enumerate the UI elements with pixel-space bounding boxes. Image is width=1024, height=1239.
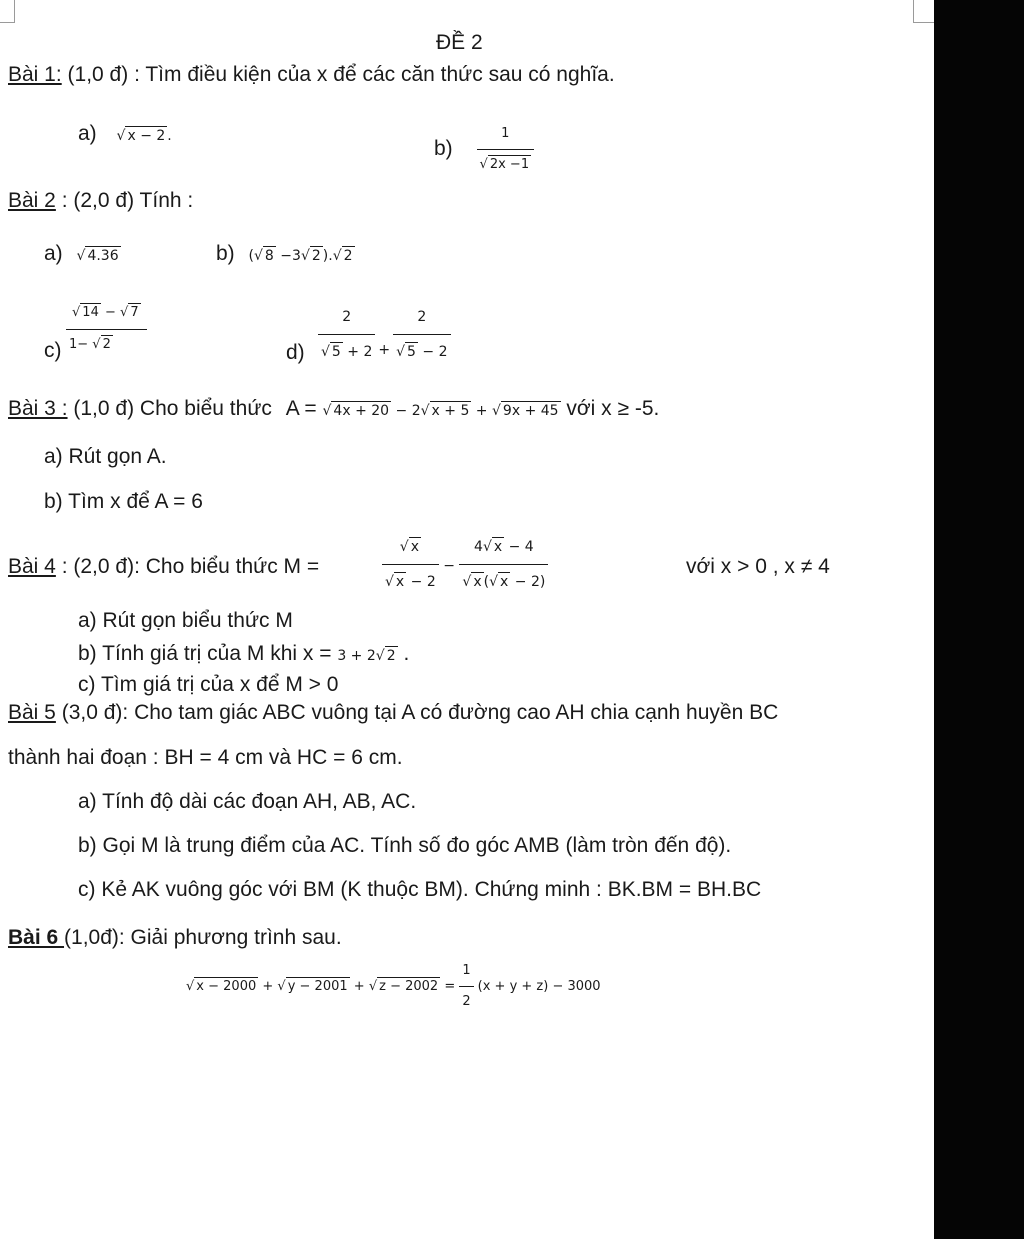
bai2-b-radicand-3: 2 (343, 248, 353, 264)
bai4-f2-num-pre: 4 (474, 539, 483, 555)
bai3-A-eq: A = (285, 397, 323, 420)
bai3-b: b) Tìm x để A = 6 (44, 490, 203, 513)
bai3-minus-2: − 2 (391, 403, 421, 419)
bai1-b (434, 121, 534, 178)
bai3-radicand-2: x + 5 (431, 403, 470, 419)
bai2-c-den-radicand: 2 (102, 337, 111, 352)
bai4-f2-den-tail: − 2) (510, 574, 546, 590)
bai2-d-plus: + (378, 342, 391, 359)
bai6-header (8, 925, 342, 951)
bai2-d (318, 304, 451, 365)
bai6-fraction-denominator: 2 (462, 994, 471, 1009)
bai6-fraction-half (459, 958, 473, 1015)
bai4-fraction-2: $\frac{4√ x - 4}{√ x (√ x - 2)}$ (459, 534, 548, 595)
bai1-b-fraction: $\frac{1}{√ 2x -1}$ (477, 121, 535, 178)
bai2-d-fraction-2: $\frac{2}{√ 5 - 2}$ (393, 304, 450, 365)
bai4-f2-den-open: ( (483, 574, 490, 590)
bai2-text: : (2,0 đ) Tính : (55, 189, 194, 212)
bai6-plus-2: + (349, 978, 369, 994)
bai3-condition: với x ≥ -5. (560, 397, 660, 420)
bai4-fraction-1: $\frac{√ x}{√ x - 2}$ (382, 534, 439, 595)
bai2-d-den-1-radicand: 5 (331, 344, 341, 360)
bai5-text: (3,0 đ): Cho tam giác ABC vuông tại A có đường cao AH chia cạnh huyền BC (55, 701, 779, 724)
dark-border-right (934, 0, 1024, 1239)
bai5-b: b) Gọi M là trung điểm của AC. Tính số đo góc AMB (làm tròn đến độ). (78, 834, 732, 857)
bai2-b-label: b) (216, 242, 235, 265)
bai2-a-radicand: 4.36 (87, 248, 119, 264)
bai3-a: a) Rút gọn A. (44, 445, 167, 468)
bai4-f2-den-radicand-1: x (473, 574, 482, 590)
bai2-b-close: ). (322, 248, 333, 264)
bai2-b-open: ( (248, 248, 254, 264)
bai2-d-den-2-radicand: 5 (407, 344, 416, 360)
bai4-expression (382, 534, 548, 595)
bai2-c-num-minus: − (100, 305, 121, 320)
bai1-label: Bài 1: (8, 63, 62, 86)
bai3-label: Bài 3 : (8, 397, 68, 420)
bai4-label: Bài 4 (8, 555, 56, 578)
bai2-a-label: a) (44, 242, 63, 265)
bai2-c-den-pre: 1− (69, 337, 93, 352)
bai2-d-label: d) (286, 341, 305, 364)
bai2-c-label: c) (44, 339, 62, 362)
bai2-header (8, 188, 193, 214)
bai4-b-value-radicand: 2 (386, 648, 396, 664)
bai4-f1-num-radicand: x (410, 539, 419, 555)
bai2-a: a) √ 4.36 (44, 242, 119, 265)
bai4-f1-den-tail: − 2 (406, 574, 436, 590)
bai4-c: c) Tìm giá trị của x để M > 0 (78, 673, 339, 696)
bai1-text: (1,0 đ) : Tìm điều kiện của x để các căn thức sau có nghĩa. (61, 63, 615, 86)
bai2-b-mid: −3 (275, 248, 301, 264)
exam-title: ĐỀ 2 (436, 31, 483, 54)
bai3-radicand-1: 4x + 20 (333, 403, 390, 419)
bai2-d-fraction-1: $\frac{2}{√ 5 + 2}$ (318, 304, 375, 365)
bai5-line2: thành hai đoạn : BH = 4 cm và HC = 6 cm. (8, 746, 403, 769)
bai3-text: (1,0 đ) Cho biểu thức (67, 397, 278, 420)
bai2-d-num-2: 2 (417, 309, 427, 325)
bai2-d-num-1: 2 (342, 309, 352, 325)
bai1-b-denominator: 2x −1 (489, 157, 530, 172)
bai2-label: Bài 2 (8, 189, 56, 212)
bai2-b-radicand-2: 2 (311, 248, 321, 264)
bai1-a-label: a) (78, 122, 97, 145)
bai2-b: b) (√ 8 −3√ 2 ).√ 2 (216, 242, 353, 265)
bai2-c-num-radicand-1: 14 (82, 305, 99, 320)
bai5-label: Bài 5 (8, 701, 56, 724)
bai6-fraction-numerator: 1 (459, 958, 473, 987)
bai2-d-den-2-tail: − 2 (417, 344, 448, 360)
bai3-plus: + (471, 403, 492, 419)
bai6-text: (1,0đ): Giải phương trình sau. (64, 926, 342, 949)
bai6-label: Bài 6 (8, 926, 65, 949)
bai4-minus: − (438, 558, 460, 575)
bai4-f2-num-radicand: x (493, 539, 503, 555)
bai2-c-fraction: $\frac{√ 14 - √ 7}{1- √ 2}$ (66, 300, 147, 358)
bai1-a-radicand: x − 2 (127, 128, 166, 144)
bai1-b-label: b) (434, 137, 453, 161)
bai4-b-tail: . (397, 642, 410, 665)
bai4-header (8, 554, 319, 580)
bai1-header (8, 62, 615, 88)
bai4-text: : (2,0 đ): Cho biểu thức M = (55, 555, 320, 578)
bai1-b-numerator: 1 (477, 121, 535, 150)
bai4-b-text: b) Tính giá trị của M khi x = (78, 642, 338, 665)
page-corner-mark-left (0, 0, 15, 23)
bai6-radicand-3: z − 2002 (379, 978, 439, 994)
bai6-tail: (x + y + z) − 3000 (477, 978, 601, 994)
bai4-a: a) Rút gọn biểu thức M (78, 609, 293, 632)
bai3-header: Bài 3 : (1,0 đ) Cho biểu thức A = √ 4x + 20 − 2√ x + 5 + √ 9x + 45 với x ≥ -5. (8, 397, 660, 420)
bai4-f1-den-radicand: x (395, 574, 405, 590)
bai4-b: b) Tính giá trị của M khi x = 3 + 2√ 2 . (78, 642, 410, 665)
bai6-equals: = (440, 978, 460, 994)
bai1-a: a) √ x − 2 . (78, 122, 172, 145)
bai2-c (66, 300, 147, 358)
bai4-f2-den-radicand-2: x (500, 574, 509, 590)
bai4-f2-num-tail: − 4 (504, 539, 534, 555)
bai6-radicand-1: x − 2000 (196, 978, 257, 994)
bai6-radicand-2: y − 2001 (287, 978, 348, 994)
bai6-plus-1: + (258, 978, 278, 994)
bai5-c: c) Kẻ AK vuông góc với BM (K thuộc BM). Chứng minh : BK.BM = BH.BC (78, 878, 762, 901)
bai2-c-num-radicand-2: 7 (130, 305, 139, 320)
bai2-b-radicand-1: 8 (264, 248, 274, 264)
bai4-b-value-pre: 3 + 2 (337, 648, 376, 664)
bai5-header (8, 700, 778, 726)
page-corner-mark-right (913, 0, 934, 23)
bai2-d-den-1-tail: + 2 (342, 344, 373, 360)
bai5-a: a) Tính độ dài các đoạn AH, AB, AC. (78, 790, 417, 813)
bai3-radicand-3: 9x + 45 (502, 403, 559, 419)
bai4-condition: với x > 0 , x ≠ 4 (686, 555, 830, 578)
bai6-equation: √ x − 2000 + √ y − 2001 + √ z − 2002 = $\frac{1}{2}$ (x + y + z) − 3000 (186, 958, 601, 1015)
bai1-a-tail: . (167, 128, 172, 144)
